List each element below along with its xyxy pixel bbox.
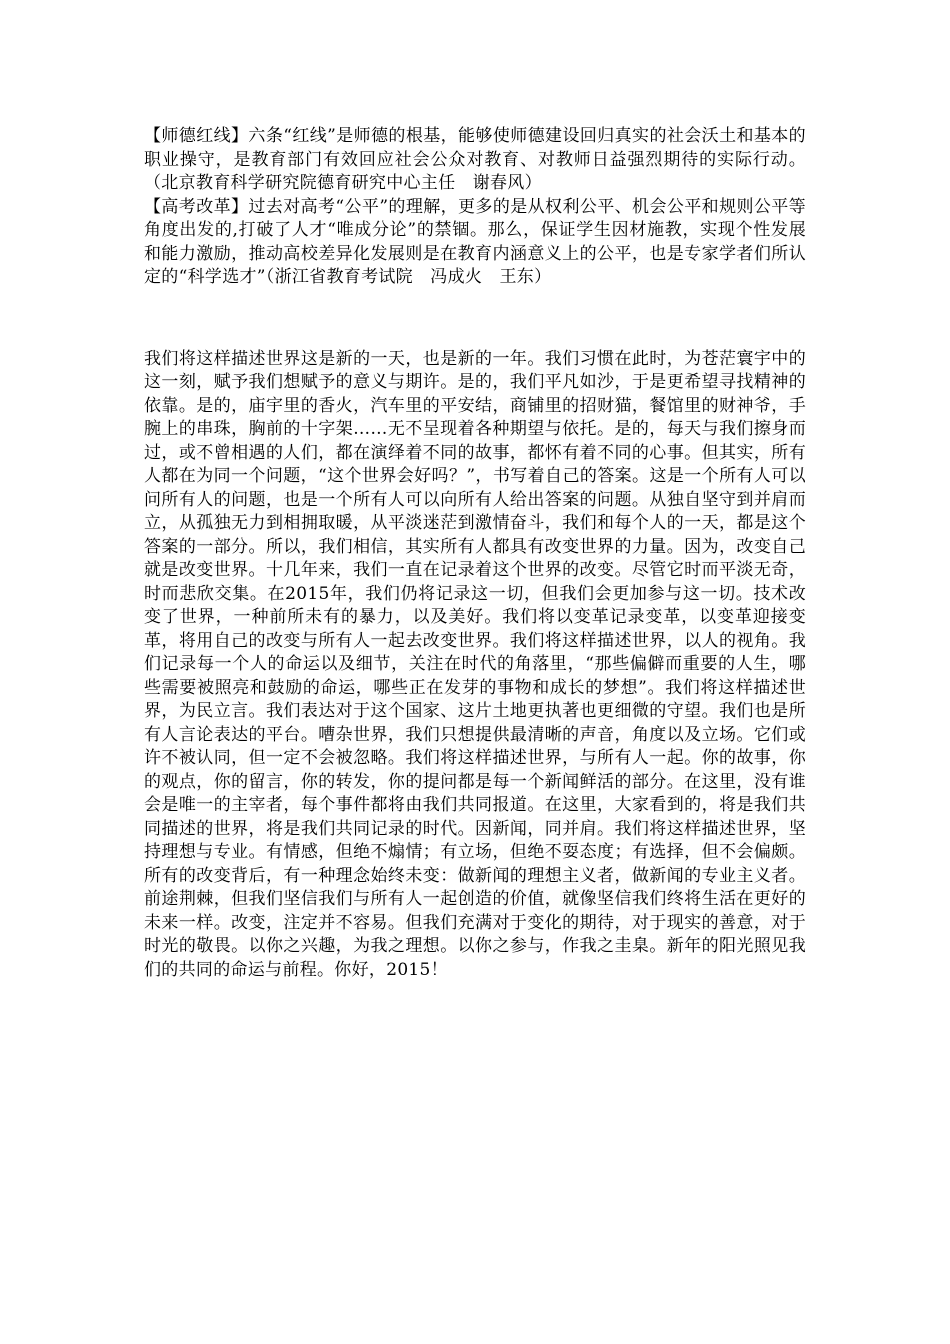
paragraph-gap — [144, 290, 806, 348]
paragraph-teacher-ethics: 【师德红线】六条“红线”是师德的根基，能够使师德建设回归真实的社会沃土和基本的职业操守，是教育部门有效回应社会公众对教育、对教师日益强烈期待的实际行动。（北京教育科学研究院德育研究中心主任 谢春风） — [144, 126, 806, 193]
paragraph-new-year-message: 我们将这样描述世界这是新的一天，也是新的一年。我们习惯在此时，为苍茫寰宇中的这一刻，赋予我们想赋予的意义与期许。是的，我们平凡如沙，于是更希望寻找精神的依靠。是的，庙宇里的香火，汽车里的平安结，商铺里的招财猫，餐馆里的财神爷，手腕上的串珠，胸前的十字架……无不呈现着各种期望与依托。是的，每天与我们擦身而过，或不曾相遇的人们，都在演绎着不同的故事，都怀有着不同的心事。但其实，所有人都在为同一个问题，“这个世界会好吗？”，书写着自己的答案。这是一个所有人可以问所有人的问题，也是一个所有人可以向所有人给出答案的问题。从独自坚守到并肩而立，从孤独无力到相拥取暖，从平淡迷茫到激情奋斗，我们和每个人的一天，都是这个答案的一部分。所以，我们相信，其实所有人都具有改变世界的力量。因为，改变自己就是改变世界。十几年来，我们一直在记录着这个世界的改变。尽管它时而平淡无奇，时而悲欣交集。在2015年，我们仍将记录这一切，但我们会更加参与这一切。技术改变了世界，一种前所未有的暴力，以及美好。我们将以变革记录变革，以变革迎接变革，将用自己的改变与所有人一起去改变世界。我们将这样描述世界，以人的视角。我们记录每一个人的命运以及细节，关注在时代的角落里，“那些偏僻而重要的人生，哪些需要被照亮和鼓励的命运，哪些正在发芽的事物和成长的梦想”。我们将这样描述世界，为民立言。我们表达对于这个国家、这片土地更执著也更细微的守望。我们也是所有人言论表达的平台。嘈杂世界，我们只想提供最清晰的声音，角度以及立场。它们或许不被认同，但一定不会被忽略。我们将这样描述世界，与所有人一起。你的故事，你的观点，你的留言，你的转发，你的提问都是每一个新闻鲜活的部分。在这里，没有谁会是唯一的主宰者，每个事件都将由我们共同报道。在这里，大家看到的，将是我们共同描述的世界，将是我们共同记录的时代。因新闻，同并肩。我们将这样描述世界，坚持理想与专业。有情感，但绝不煽情；有立场，但绝不耍态度；有选择，但不会偏颇。所有的改变背后，有一种理念始终未变：做新闻的理想主义者，做新闻的专业主义者。前途荆棘，但我们坚信我们与所有人一起创造的价值，就像坚信我们终将生活在更好的未来一样。改变，注定并不容易。但我们充满对于变化的期待，对于现实的善意，对于时光的敬畏。以你之兴趣，为我之理想。以你之参与，作我之圭臬。新年的阳光照见我们的共同的命运与前程。你好，2015！ — [144, 348, 806, 980]
document-page — [144, 125, 806, 982]
paragraph-gaokao-reform: 【高考改革】过去对高考“公平”的理解，更多的是从权利公平、机会公平和规则公平等角度出发的,打破了人才“唯成分论”的禁锢。那么，保证学生因材施教，实现个性发展和能力激励，推动高校差异化发展则是在教育内涵意义上的公平，也是专家学者们所认定的“科学选才”（浙江省教育考试院 冯成火 王东） — [144, 196, 806, 287]
